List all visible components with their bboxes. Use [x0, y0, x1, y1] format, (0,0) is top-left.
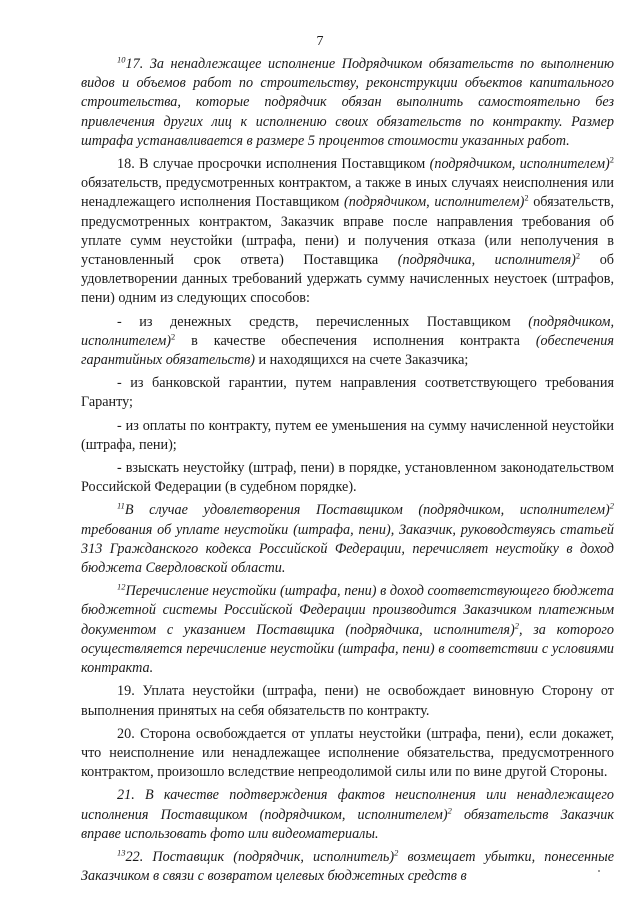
document-body [81, 55, 614, 890]
paragraph-text: 17. За ненадлежащее исполнение Подрядчиком обязательств по выполнению видов и объемов работ по строительству, реконструкции объектов капитального строительства, которые подрядчик обязан выполнить самостоятельно без привлечения других лиц к исполнению своих обязательств по контракту. Размер штрафа устанавливается в размере 5 процентов стоимости указанных работ. [81, 56, 614, 149]
bullet-guarantee: - из банковской гарантии, путем направления соответствующего требования Гаранту; [81, 375, 614, 411]
footnote-ref: 2 [394, 847, 399, 858]
bullet-court: - взыскать неустойку (штраф, пени) в порядке, установленном законодательством Российской Федерации (в судебном порядке). [81, 460, 614, 496]
text-span: - из денежных средств, перечисленных Поставщиком [117, 313, 529, 330]
italic-span: (подрядчиком, исполнителем) [344, 194, 525, 211]
paragraph-20: 20. Сторона освобождается от уплаты неустойки (штрафа, пени), если докажет, что неисполнение или ненадлежащее исполнение обязательства, предусмотренного контрактом, произошло вследствие непреодолимой силы или по вине другой Стороны. [81, 725, 614, 781]
paragraph-17 [81, 55, 614, 151]
text-span: обязательств, предусмотренных контрактом, Заказчик вправе после направления требования об уплате сумм неустойки (штрафа, пени) и получения отказа (или неполучения в установленный срок ответа) Поставщика [81, 194, 614, 269]
text-span: обязательств, предусмотренных контрактом, а также в иных случаях неисполнения или ненадлежащего исполнения Поставщиком [81, 175, 614, 211]
text-span: В случае удовлетворения Поставщиком (подрядчиком, исполнителем) [124, 502, 610, 519]
text-span: 22. Поставщик (подрядчик, исполнитель) [125, 848, 395, 865]
footnote-ref: 2 [514, 619, 519, 630]
text-span: возмещает убытки, понесенные Заказчиком в связи с возвратом целевых бюджетных средств в [81, 848, 614, 885]
footnote-ref: 2 [524, 192, 529, 203]
bullet-deposit [81, 313, 614, 371]
paragraph-21 [81, 786, 614, 844]
paragraph-fn12 [81, 582, 614, 678]
italic-span: (подрядчиком, исполнителем) [81, 313, 614, 349]
footnote-ref: 2 [171, 331, 176, 342]
text-span: , за которого осуществляется перечисление неустойки (штрафа, пени) в соответствии с условиями контракта. [81, 621, 614, 677]
text-span: об удовлетворении данных требований удержать сумму начисленных неустоек (штрафов, пени) одним из следующих способов: [81, 252, 615, 307]
text-span: обязательств Заказчик вправе использовать фото или видеоматериалы. [81, 806, 614, 842]
footnote-ref: 12 [117, 581, 126, 592]
paragraph-fn11 [81, 501, 614, 578]
text-span: 21. В качестве подтверждения фактов неисполнения или ненадлежащего исполнения Поставщиком (подрядчиком, исполнителем) [81, 787, 614, 823]
footnote-ref: 13 [117, 847, 126, 858]
page-number: 7 [316, 34, 324, 49]
footnote-ref: 2 [609, 500, 614, 511]
footnote-ref: 10 [117, 54, 126, 65]
footnote-ref: 11 [117, 500, 125, 511]
paragraph-19: 19. Уплата неустойки (штрафа, пени) не освобождает виновную Сторону от выполнения принятых на себя обязательств по контракту. [81, 683, 614, 719]
italic-span: (подрядчиком, исполнителем) [429, 156, 610, 173]
italic-span: (обеспечения гарантийных обязательств) [81, 332, 614, 369]
bullet-payment: - из оплаты по контракту, путем ее уменьшения на сумму начисленной неустойки (штрафа, пени); [81, 417, 614, 453]
italic-span: (подрядчика, исполнителя) [397, 252, 576, 269]
paragraph-22 [81, 848, 614, 886]
scan-speck [598, 870, 600, 872]
text-span: Перечисление неустойки (штрафа, пени) в доход соответствующего бюджета бюджетной системы Российской Федерации производится Заказчиком платежным документом с указанием Поставщика (подрядчика, исполнителя) [81, 583, 614, 638]
footnote-ref: 2 [447, 804, 452, 815]
footnote-ref: 2 [575, 250, 581, 261]
footnote-ref: 2 [609, 154, 614, 165]
text-span: 18. В случае просрочки исполнения Поставщиком [117, 156, 430, 173]
text-span: в качестве обеспечения исполнения контракта [175, 332, 536, 349]
paragraph-18 [81, 155, 614, 309]
text-span: и находящихся на счете Заказчика; [254, 352, 469, 369]
text-span: требования об уплате неустойки (штрафа, пени), Заказчик, руководствуясь статьей 313 Гражданского кодекса Российской Федерации, перечисляет неустойку в доход бюджета Свердловской области. [81, 521, 614, 577]
